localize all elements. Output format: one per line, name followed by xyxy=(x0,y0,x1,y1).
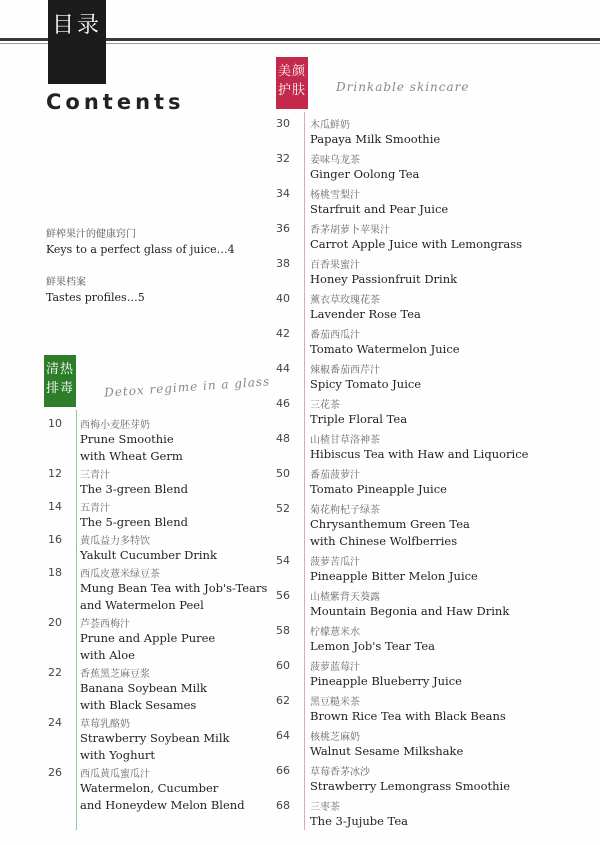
entry-title-cn: 番茄菠萝汁 xyxy=(310,470,360,481)
page-title: Contents xyxy=(46,90,185,114)
page-number: 16 xyxy=(48,533,62,546)
section-tag-line: 美颜 xyxy=(277,64,306,79)
entry-title-en: Mung Bean Tea with Job's-Tears xyxy=(80,581,268,595)
entry-title-en: Walnut Sesame Milkshake xyxy=(310,744,464,758)
cn-title: 目录 xyxy=(52,13,103,38)
entry-title-en: Pineapple Bitter Melon Juice xyxy=(310,569,478,583)
entry-title-cn: 杨桃雪梨汁 xyxy=(310,190,360,201)
page-number: 38 xyxy=(276,257,290,270)
page-number: 26 xyxy=(48,766,62,779)
entry-title-en: Spicy Tomato Juice xyxy=(310,377,422,391)
entry-title-en: The 5-green Blend xyxy=(80,515,188,529)
entry-title-en: Prune and Apple Puree xyxy=(80,631,216,645)
entry-title-en: with Black Sesames xyxy=(80,698,197,712)
page-number: 12 xyxy=(48,467,62,480)
page-number: 50 xyxy=(276,467,290,480)
entry-title-cn: 三枣茶 xyxy=(310,802,340,813)
entry-title-en: Mountain Begonia and Haw Drink xyxy=(310,604,510,618)
intro-item[interactable] xyxy=(46,225,235,256)
entry-title-en: Chrysanthemum Green Tea xyxy=(310,517,470,531)
entry-title-en: with Aloe xyxy=(80,648,135,662)
entry-title-cn: 西瓜黄瓜蜜瓜汁 xyxy=(80,769,150,780)
entry-title-en: Watermelon, Cucumber xyxy=(80,781,219,795)
entry-title-cn: 三青汁 xyxy=(80,470,110,481)
entry-title-en: Yakult Cucumber Drink xyxy=(80,548,217,562)
entry-title-en: with Wheat Germ xyxy=(80,449,183,463)
entry-title-en: Papaya Milk Smoothie xyxy=(310,132,441,146)
section-tag-line: 清热 xyxy=(45,362,74,377)
page-number: 44 xyxy=(276,362,290,375)
page-number: 62 xyxy=(276,694,290,707)
entry-title-cn: 香蕉黑芝麻豆浆 xyxy=(80,669,150,680)
page-number: 46 xyxy=(276,397,290,410)
page-number: 30 xyxy=(276,117,290,130)
entry-title-cn: 五青汁 xyxy=(80,503,110,514)
section-divider-detox xyxy=(76,410,77,830)
entry-title-en: Tomato Pineapple Juice xyxy=(310,482,447,496)
entry-title-en: and Watermelon Peel xyxy=(80,598,204,612)
section-subtitle-skincare: Drinkable skincare xyxy=(336,80,470,94)
entry-title-en: with Yoghurt xyxy=(80,748,156,762)
entry-title-cn: 山楂紫背天葵露 xyxy=(310,592,380,603)
page-number: 66 xyxy=(276,764,290,777)
page-number: 48 xyxy=(276,432,290,445)
entry-title-en: Strawberry Soybean Milk xyxy=(80,731,230,745)
entry-title-en: Carrot Apple Juice with Lemongrass xyxy=(310,237,523,251)
section-tag-line: 护肤 xyxy=(277,83,306,98)
entry-title-cn: 姜味乌龙茶 xyxy=(310,155,360,166)
entry-title-cn: 芦荟西梅汁 xyxy=(80,619,130,630)
entry-title-cn: 辣椒番茄西芹汁 xyxy=(310,365,380,376)
page-number: 54 xyxy=(276,554,290,567)
entry-title-en: Ginger Oolong Tea xyxy=(310,167,420,181)
page-number: 14 xyxy=(48,500,62,513)
page-number: 22 xyxy=(48,666,62,679)
entry-title-en: Triple Floral Tea xyxy=(310,412,408,426)
section-divider-skincare xyxy=(304,112,305,830)
page-number: 34 xyxy=(276,187,290,200)
entry-title-en: Lemon Job's Tear Tea xyxy=(310,639,435,653)
page-number: 52 xyxy=(276,502,290,515)
entry-title-cn: 木瓜鲜奶 xyxy=(310,120,350,131)
entry-title-cn: 三花茶 xyxy=(310,400,340,411)
entry-title-en: Lavender Rose Tea xyxy=(310,307,421,321)
page-number: 40 xyxy=(276,292,290,305)
page-number: 24 xyxy=(48,716,62,729)
entry-title-cn: 核桃芝麻奶 xyxy=(310,732,360,743)
intro-en: Keys to a perfect glass of juice…4 xyxy=(46,243,235,256)
page-number: 58 xyxy=(276,624,290,637)
entry-title-cn: 薰衣草玫瑰花茶 xyxy=(310,295,380,306)
entry-title-en: Tomato Watermelon Juice xyxy=(310,342,460,356)
entry-title-cn: 菠萝蓝莓汁 xyxy=(310,662,360,673)
entry-title-en: Hibiscus Tea with Haw and Liquorice xyxy=(310,447,529,461)
entry-title-en: Starfruit and Pear Juice xyxy=(310,202,449,216)
entry-title-cn: 柠檬薏米水 xyxy=(310,627,360,638)
page-number: 32 xyxy=(276,152,290,165)
intro-cn: 鲜榨果汁的健康窍门 xyxy=(46,229,136,240)
entry-title-en: and Honeydew Melon Blend xyxy=(80,798,245,812)
page-number: 68 xyxy=(276,799,290,812)
entry-title-cn: 黑豆糙米茶 xyxy=(310,697,360,708)
entry-title-cn: 草莓香茅冰沙 xyxy=(310,767,370,778)
page-number: 56 xyxy=(276,589,290,602)
entry-title-en: Banana Soybean Milk xyxy=(80,681,207,695)
intro-en: Tastes profiles…5 xyxy=(46,291,145,304)
page-number: 60 xyxy=(276,659,290,672)
page-number: 18 xyxy=(48,566,62,579)
entry-title-en: Pineapple Blueberry Juice xyxy=(310,674,462,688)
entry-title-en: The 3-green Blend xyxy=(80,482,188,496)
entry-title-cn: 黄瓜益力多特饮 xyxy=(80,536,150,547)
entry-title-en: Prune Smoothie xyxy=(80,432,174,446)
page-number: 20 xyxy=(48,616,62,629)
section-tag-line: 排毒 xyxy=(45,381,74,396)
entry-title-cn: 西梅小麦胚芽奶 xyxy=(80,420,150,431)
section-subtitle-detox: Detox regime in a glass xyxy=(103,374,271,400)
entry-title-cn: 草莓乳酪奶 xyxy=(80,719,130,730)
page-number: 42 xyxy=(276,327,290,340)
entry-title-cn: 菊花枸杞子绿茶 xyxy=(310,505,380,516)
section-tag-skincare xyxy=(276,57,308,109)
entry-title-cn: 西瓜皮薏米绿豆茶 xyxy=(80,569,160,580)
entry-title-cn: 山楂甘草洛神茶 xyxy=(310,435,380,446)
entry-title-en: Honey Passionfruit Drink xyxy=(310,272,458,286)
entry-title-en: with Chinese Wolfberries xyxy=(310,534,458,548)
intro-cn: 鲜果档案 xyxy=(46,277,86,288)
entry-title-cn: 香茅胡萝卜苹果汁 xyxy=(310,225,390,236)
page-number: 36 xyxy=(276,222,290,235)
page-number: 64 xyxy=(276,729,290,742)
entry-title-cn: 菠萝苦瓜汁 xyxy=(310,557,360,568)
section-tag-detox xyxy=(44,355,76,407)
entry-title-en: The 3-Jujube Tea xyxy=(310,814,408,828)
entry-title-cn: 番茄西瓜汁 xyxy=(310,330,360,341)
entry-title-en: Brown Rice Tea with Black Beans xyxy=(310,709,506,723)
intro-item[interactable] xyxy=(46,273,145,304)
entry-title-cn: 百香果蜜汁 xyxy=(310,260,360,271)
page-number: 10 xyxy=(48,417,62,430)
entry-title-en: Strawberry Lemongrass Smoothie xyxy=(310,779,511,793)
